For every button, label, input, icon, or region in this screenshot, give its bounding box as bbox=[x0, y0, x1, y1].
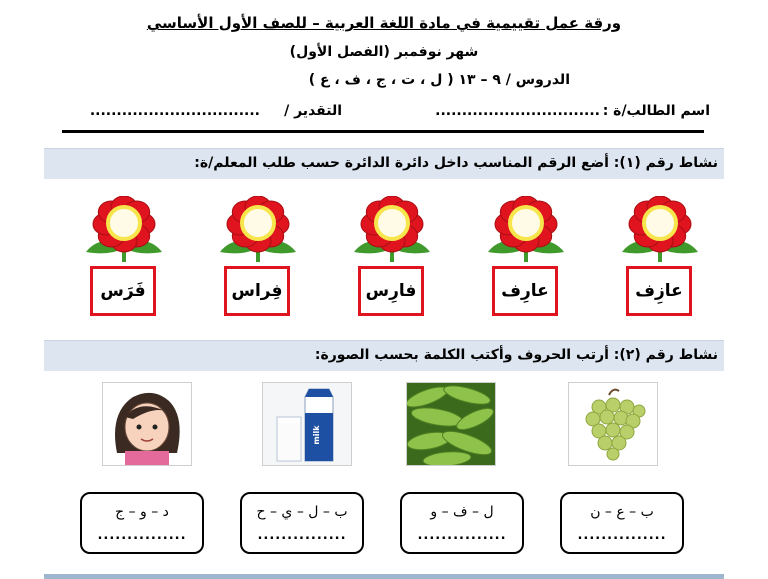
month-line: شهر نوفمبر (الفصل الأول) bbox=[289, 44, 479, 60]
letters-3: ب – ل – ي – ح bbox=[256, 504, 348, 520]
flower-center-circle[interactable] bbox=[106, 205, 142, 241]
worksheet-title: ورقة عمل تقييمية في مادة اللغة العربية – للصف الأول الأساسي bbox=[146, 14, 622, 32]
girl-face-icon bbox=[103, 383, 191, 465]
flower-3 bbox=[348, 196, 436, 262]
word-box-4[interactable]: فِراس bbox=[224, 266, 290, 316]
flower-center-circle[interactable] bbox=[642, 205, 678, 241]
word-box-3[interactable]: فارِس bbox=[358, 266, 424, 316]
svg-text:milk: milk bbox=[312, 425, 321, 445]
word-box-1[interactable]: عازِف bbox=[626, 266, 692, 316]
answer-field-1[interactable]: ............... bbox=[577, 528, 667, 543]
milk-icon bbox=[263, 383, 351, 465]
lessons-line: الدروس / ٩ – ١٣ ( ل ، ت ، ج ، ف ، ع ) bbox=[308, 72, 570, 88]
girl-picture bbox=[102, 382, 192, 466]
flower-2 bbox=[482, 196, 570, 262]
letters-4: د – و – ج bbox=[115, 504, 169, 520]
flower-center-circle[interactable] bbox=[240, 205, 276, 241]
bottom-band bbox=[44, 574, 724, 579]
grapes-icon bbox=[569, 383, 657, 465]
student-info-row bbox=[70, 103, 710, 127]
letters-box-1 bbox=[560, 492, 684, 554]
word-box-2[interactable]: عارِف bbox=[492, 266, 558, 316]
flower-5 bbox=[80, 196, 168, 262]
letters-box-4 bbox=[80, 492, 204, 554]
student-name-label: اسم الطالب/ة : bbox=[602, 103, 710, 119]
answer-field-4[interactable]: ............... bbox=[97, 528, 187, 543]
header-divider bbox=[62, 130, 704, 133]
letters-1: ب – ع – ن bbox=[590, 504, 654, 520]
letters-2: ل – ف – و bbox=[430, 504, 494, 520]
letters-box-2 bbox=[400, 492, 524, 554]
letters-box-3 bbox=[240, 492, 364, 554]
answer-field-2[interactable]: ............... bbox=[417, 528, 507, 543]
flower-center-circle[interactable] bbox=[508, 205, 544, 241]
grapes-picture bbox=[568, 382, 658, 466]
activity2-band bbox=[44, 340, 724, 371]
activity1-instruction: نشاط رقم (١): أضع الرقم المناسب داخل دائرة الدائرة حسب طلب المعلم/ة: bbox=[194, 155, 718, 171]
word-box-5[interactable]: فَرَس bbox=[90, 266, 156, 316]
beans-picture bbox=[406, 382, 496, 466]
flower-1 bbox=[616, 196, 704, 262]
student-name-field[interactable]: ............................... bbox=[435, 103, 600, 119]
activity2-instruction: نشاط رقم (٢): أرتب الحروف وأكتب الكلمة بحسب الصورة: bbox=[314, 347, 718, 363]
activity1-band bbox=[44, 148, 724, 179]
flower-4 bbox=[214, 196, 302, 262]
answer-field-3[interactable]: ............... bbox=[257, 528, 347, 543]
beans-icon bbox=[407, 383, 495, 465]
milk-picture bbox=[262, 382, 352, 466]
grade-field[interactable]: ................................ bbox=[89, 103, 260, 119]
flower-center-circle[interactable] bbox=[374, 205, 410, 241]
grade-label: التقدير / bbox=[284, 103, 342, 119]
